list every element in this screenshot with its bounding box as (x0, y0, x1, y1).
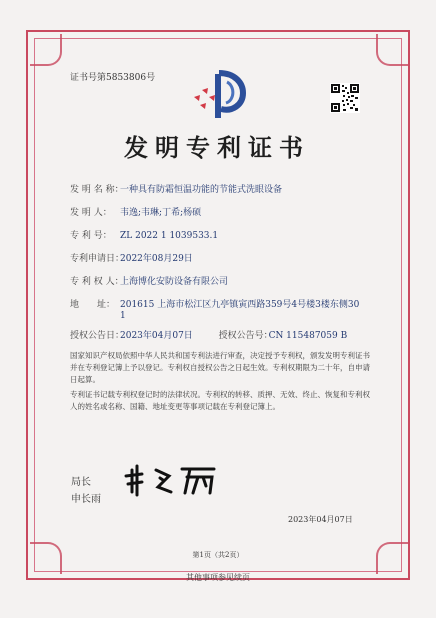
page-indicator: 第1页（共2页） (192, 551, 244, 559)
filing-date-value: 2022年08月29日 (120, 254, 193, 264)
filing-date-row (70, 251, 193, 264)
director-title: 局长 (71, 477, 91, 488)
border-corner-ornament (30, 34, 62, 66)
invention-name-row (70, 182, 282, 195)
issue-date: 2023年04月07日 (288, 515, 353, 524)
invention-name-label: 发 明 名 称： (70, 185, 124, 195)
border-corner-ornament (376, 34, 408, 66)
inventor-value: 韦逸;韦琳;丁希;杨硕 (120, 208, 202, 218)
grant-number-label: 授权公告号： (218, 331, 273, 341)
cnipa-logo-icon (186, 62, 248, 124)
certificate-paragraph-2: 专利证书记载专利权登记时的法律状况。专利权的转移、质押、无效、终止、恢复和专利权人的姓名或名称、国籍、地址变更等事项记载在专利登记簿上。 (70, 390, 370, 411)
address-value-line-2: 1 (120, 311, 126, 321)
grant-info-row (70, 328, 347, 341)
patentee-label: 专 利 权 人： (70, 277, 124, 287)
qr-code-icon (330, 83, 360, 113)
address-value: 201615 上海市松江区九亭镇寅西路359号4号楼3楼东侧30 (120, 300, 360, 310)
certificate-number: 证书号第5853806号 (70, 73, 156, 83)
address-continuation (120, 311, 126, 321)
address-row (70, 297, 359, 310)
footer-note: 其他事项参见续页 (186, 573, 250, 582)
patent-number-value: ZL 2022 1 1039533.1 (120, 231, 219, 241)
patentee-value: 上海博化安防设备有限公司 (120, 277, 229, 287)
address-label: 地 址： (70, 300, 116, 310)
patentee-row (70, 274, 228, 287)
grant-date-value: 2023年04月07日 (120, 331, 193, 341)
certificate-title: 发明专利证书 (124, 133, 310, 162)
inventor-label: 发 明 人： (70, 208, 112, 218)
inventor-row (70, 205, 201, 218)
patent-number-row (70, 228, 218, 241)
grant-date-label: 授权公告日： (70, 331, 125, 341)
certificate-paragraph-1: 国家知识产权局依照中华人民共和国专利法进行审查，决定授予专利权，颁发发明专利证书并在专利登记簿上予以登记。专利权自授权公告之日起生效。专利权期限为二十年，自申请日起算。 (70, 351, 370, 384)
filing-date-label: 专利申请日： (70, 254, 125, 264)
director-signature-icon (124, 462, 218, 498)
grant-number-value: CN 115487059 B (268, 331, 348, 341)
director-name: 申长雨 (71, 494, 101, 505)
patent-number-label: 专 利 号： (70, 231, 112, 241)
invention-name-value: 一种具有防霜恒温功能的节能式洗眼设备 (120, 185, 283, 195)
